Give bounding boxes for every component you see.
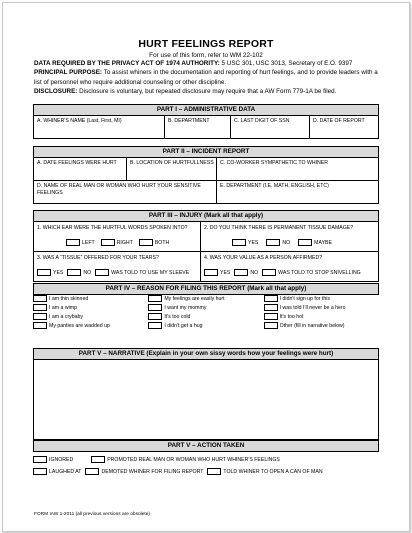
checkbox[interactable] bbox=[234, 269, 248, 276]
checkbox[interactable] bbox=[33, 295, 47, 302]
field-offender-name[interactable]: D. NAME OF REAL MAN OR WOMAN WHO HURT YOUR SENSITIVE FEELINGS bbox=[33, 180, 217, 204]
q4-yes-option[interactable] bbox=[204, 269, 230, 276]
checkbox[interactable] bbox=[266, 239, 280, 246]
q1-label: 1. WHICH EAR WERE THE HURTFUL WORDS SPOKEN INTO? bbox=[37, 225, 188, 231]
option-label: I didn't sign up for this bbox=[279, 295, 330, 302]
field-ssn-digit[interactable]: C. LAST DIGIT OF SSN bbox=[230, 115, 310, 139]
reason-option[interactable] bbox=[264, 322, 379, 329]
checkbox[interactable] bbox=[264, 304, 278, 311]
option-label: My panties are wadded up bbox=[49, 322, 110, 329]
option-label: I want my mommy bbox=[164, 304, 207, 311]
checkbox[interactable] bbox=[33, 322, 47, 329]
checkbox[interactable] bbox=[264, 322, 278, 329]
checkbox[interactable] bbox=[33, 304, 47, 311]
reason-option[interactable] bbox=[148, 322, 263, 329]
checkbox[interactable] bbox=[148, 295, 162, 302]
field-sympathetic-coworker[interactable]: C. CO-WORKER SYMPATHETIC TO WHINER bbox=[216, 157, 379, 181]
option-label: YES bbox=[220, 269, 231, 276]
q2-maybe-option[interactable] bbox=[298, 239, 332, 246]
field-whiner-name[interactable]: A. WHINER'S NAME (Last, First, MI) bbox=[33, 115, 165, 139]
q3-label: 3. WAS A “TISSUE” OFFERED FOR YOUR TEARS? bbox=[37, 255, 159, 261]
form-footer: FORM IAW 1-2011 (all previous versions are obsolete) bbox=[34, 512, 150, 517]
checkbox[interactable] bbox=[148, 304, 162, 311]
option-label: RIGHT bbox=[116, 239, 133, 246]
reason-option[interactable] bbox=[33, 304, 148, 311]
option-label: NO bbox=[250, 269, 259, 276]
q4-snivel-option[interactable] bbox=[262, 269, 361, 276]
option-label: DEMOTED WHINER FOR FILING REPORT bbox=[101, 468, 204, 475]
form-intro bbox=[34, 59, 384, 96]
option-label: I am a crybaby bbox=[49, 313, 84, 320]
authority-text: 5 USC 301, USC 3013, Secretary of E.O. 9397 bbox=[219, 60, 353, 67]
authority-label: DATA REQUIRED BY THE PRIVACY ACT OF 1974 AUTHORITY: bbox=[34, 60, 220, 67]
option-label: TOLD WHINER TO OPEN A CAN OF MAN bbox=[223, 468, 323, 475]
q1-options bbox=[66, 239, 169, 246]
checkbox[interactable] bbox=[139, 239, 153, 246]
action-row-1 bbox=[33, 456, 280, 463]
reason-option[interactable] bbox=[264, 295, 379, 302]
part1-header: PART I – ADMINISTRATIVE DATA bbox=[33, 104, 379, 116]
checkbox[interactable] bbox=[66, 239, 80, 246]
q2-options bbox=[232, 239, 332, 246]
reason-option[interactable] bbox=[33, 295, 148, 302]
form-subtitle: For use of this form, refer to WM 22-102 bbox=[149, 52, 263, 59]
checkbox[interactable] bbox=[33, 456, 47, 463]
option-label: I didn't get a hug bbox=[164, 322, 203, 329]
option-label: YES bbox=[248, 239, 259, 246]
option-label: IGNORED bbox=[49, 456, 74, 463]
action-option[interactable] bbox=[207, 468, 322, 475]
field-location[interactable]: B. LOCATION OF HURTFULLNESS bbox=[126, 157, 217, 181]
q3-no-option[interactable] bbox=[67, 269, 91, 276]
checkbox[interactable] bbox=[148, 313, 162, 320]
checkbox[interactable] bbox=[207, 468, 221, 475]
checkbox[interactable] bbox=[262, 269, 276, 276]
option-label: Other (fill in narrative below) bbox=[279, 322, 345, 329]
reason-option[interactable] bbox=[264, 304, 379, 311]
option-label: LEFT bbox=[82, 239, 95, 246]
option-label: PROMOTED REAL MAN OR WOMAN WHO HURT WHINER'S FEELINGS bbox=[107, 456, 280, 463]
purpose-label: PRINCIPAL PURPOSE: bbox=[34, 69, 102, 77]
reason-option[interactable] bbox=[148, 295, 263, 302]
form-title: HURT FEELINGS REPORT bbox=[138, 38, 274, 50]
checkbox[interactable] bbox=[101, 239, 115, 246]
option-label: YES bbox=[53, 269, 64, 276]
part2-header: PART II – INCIDENT REPORT bbox=[33, 146, 379, 158]
q1-left-option[interactable] bbox=[66, 239, 95, 246]
checkbox[interactable] bbox=[298, 239, 312, 246]
action-option[interactable] bbox=[33, 456, 73, 463]
injury-row-divider bbox=[33, 251, 379, 252]
q2-label: 2. DO YOU THINK THERE IS PERMANENT TISSUE DAMAGE? bbox=[204, 225, 354, 231]
q2-yes-option[interactable] bbox=[232, 239, 258, 246]
checkbox[interactable] bbox=[95, 269, 109, 276]
field-report-date[interactable]: D. DATE OF REPORT bbox=[309, 115, 379, 139]
narrative-field[interactable] bbox=[33, 359, 379, 440]
reason-option[interactable] bbox=[148, 304, 263, 311]
q4-options bbox=[204, 269, 361, 276]
option-label: It's too hot bbox=[279, 313, 304, 320]
action-option[interactable] bbox=[85, 468, 203, 475]
q3-yes-option[interactable] bbox=[37, 269, 63, 276]
q4-no-option[interactable] bbox=[234, 269, 258, 276]
checkbox[interactable] bbox=[33, 313, 47, 320]
option-label: I am a wimp bbox=[49, 304, 77, 311]
option-label: WAS TOLD TO STOP SNIVELLING bbox=[278, 269, 361, 276]
checkbox[interactable] bbox=[264, 295, 278, 302]
option-label: BOTH bbox=[154, 239, 170, 246]
purpose-text: To assist whiners in the documentation and reporting of hurt feelings, and to provide leaders with a list of personnel who require additional counseling or other discipline. bbox=[34, 69, 378, 86]
option-label: MAYBE bbox=[314, 239, 332, 246]
q4-label: 4. WAS YOUR VALUE AS A PERSON AFFIRMED? bbox=[204, 255, 323, 261]
reason-grid bbox=[33, 295, 379, 329]
checkbox[interactable] bbox=[37, 269, 51, 276]
checkbox[interactable] bbox=[148, 322, 162, 329]
disclosure-label: DISCLOSURE: bbox=[34, 87, 78, 95]
field-department[interactable]: B. DEPARTMENT bbox=[164, 115, 231, 139]
option-label: I was told I'll never be a hero bbox=[279, 304, 346, 311]
checkbox[interactable] bbox=[264, 313, 278, 320]
action-row-2 bbox=[33, 468, 323, 475]
part3-header: PART III – INJURY (Mark all that apply) bbox=[33, 210, 379, 222]
q1-both-option[interactable] bbox=[139, 239, 169, 246]
disclosure-text: Disclosure is voluntary, but repeated disclosure may require that a AW Form 779-1A be filed. bbox=[77, 87, 337, 95]
checkbox[interactable] bbox=[91, 456, 105, 463]
option-label: I am thin skinned bbox=[49, 295, 89, 302]
option-label: It's too cold bbox=[164, 313, 191, 320]
option-label: LAUGHED AT bbox=[49, 468, 82, 475]
q3-sleeve-option[interactable] bbox=[95, 269, 189, 276]
field-offender-department[interactable]: E. DEPARTMENT (I.E. MATH, ENGLISH, ETC) bbox=[216, 180, 379, 204]
option-label: My feelings are easily hurt bbox=[164, 295, 225, 302]
option-label: NO bbox=[282, 239, 291, 246]
reason-option[interactable] bbox=[33, 322, 148, 329]
reason-option[interactable] bbox=[148, 313, 263, 320]
option-label: NO bbox=[83, 269, 92, 276]
reason-option[interactable] bbox=[264, 313, 379, 320]
action-option[interactable] bbox=[91, 456, 280, 463]
checkbox[interactable] bbox=[67, 269, 81, 276]
option-label: WAS TOLD TO USE MY SLEEVE bbox=[111, 269, 190, 276]
q1-right-option[interactable] bbox=[101, 239, 133, 246]
field-date-hurt[interactable]: A. DATE FEELINGS WERE HURT bbox=[33, 157, 127, 181]
checkbox[interactable] bbox=[85, 468, 99, 475]
checkbox[interactable] bbox=[33, 468, 47, 475]
part5-header: PART V – NARRATIVE (Explain in your own sissy words how your feelings were hurt) bbox=[33, 348, 379, 360]
reason-option[interactable] bbox=[33, 313, 148, 320]
part4-header: PART IV – REASON FOR FILING THIS REPORT (Mark all that apply) bbox=[33, 283, 379, 295]
checkbox[interactable] bbox=[232, 239, 246, 246]
part6-header: PART V – ACTION TAKEN bbox=[33, 440, 379, 452]
checkbox[interactable] bbox=[204, 269, 218, 276]
q3-options bbox=[37, 269, 189, 276]
q2-no-option[interactable] bbox=[266, 239, 290, 246]
action-option[interactable] bbox=[33, 468, 81, 475]
